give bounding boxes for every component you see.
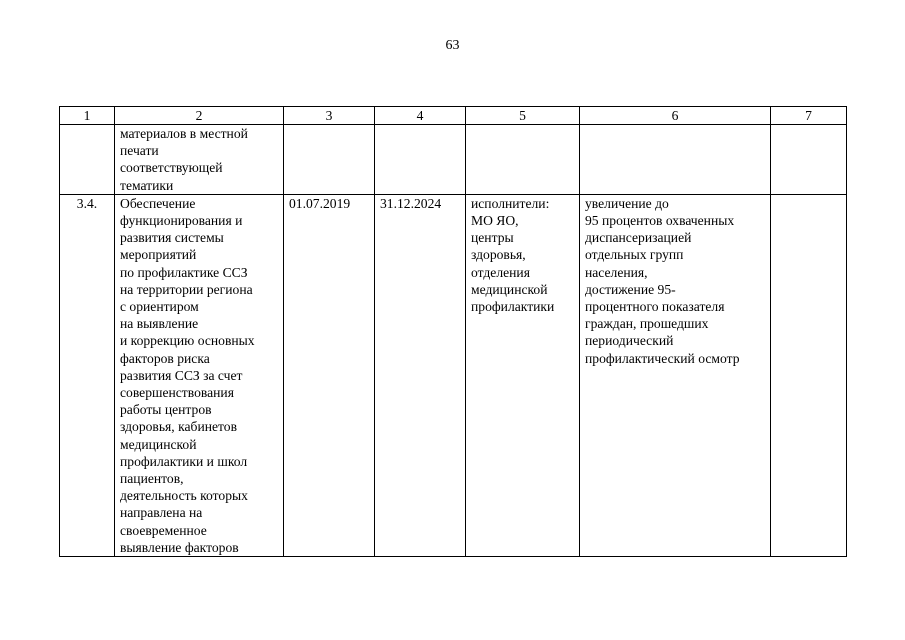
text-line: тематики — [120, 177, 174, 193]
text-line: медицинской — [471, 281, 548, 297]
text-line: работы центров — [120, 402, 212, 418]
measure-description-cell — [115, 125, 284, 195]
text-line: мероприятий — [120, 247, 197, 263]
text-line: с ориентиром — [120, 299, 199, 315]
text-line: материалов в местной — [120, 126, 248, 141]
text-line: пациентов, — [120, 471, 184, 487]
text-line: печати — [120, 143, 159, 159]
text-line: населения, — [585, 264, 648, 280]
text-line: увеличение до — [585, 195, 669, 211]
text-line: исполнители: — [471, 195, 550, 211]
column-header-3: 3 — [284, 107, 375, 125]
text-line: здоровья, кабинетов — [120, 419, 238, 435]
text-line: на выявление — [120, 316, 199, 332]
text-line: отделения — [471, 264, 530, 280]
text-line: развития ССЗ за счет — [120, 367, 243, 383]
text-line: направлена на — [120, 505, 203, 521]
text-line: достижение 95- — [585, 281, 676, 297]
text-line: и коррекцию основных — [120, 333, 255, 349]
text-line: медицинской — [120, 436, 197, 452]
text-line: периодический — [585, 333, 674, 349]
text-line: диспансеризацией — [585, 230, 692, 246]
start-date-cell: 01.07.2019 — [284, 194, 375, 556]
text-line: 95 процентов охваченных — [585, 213, 735, 229]
column-header-5: 5 — [466, 107, 580, 125]
page-number: 63 — [445, 38, 460, 53]
result-cell — [580, 125, 771, 195]
text-line: совершенствования — [120, 385, 234, 401]
text-line: Обеспечение — [120, 195, 196, 211]
text-line: функционирования и — [120, 213, 243, 229]
text-line: процентного показателя — [585, 299, 725, 315]
end-date-cell — [375, 125, 466, 195]
text-line: центры — [471, 230, 514, 246]
column-7-cell — [771, 125, 847, 195]
measure-description-cell — [115, 194, 284, 556]
executors-cell — [466, 194, 580, 556]
table-row — [60, 125, 847, 195]
text-line: МО ЯО, — [471, 213, 519, 229]
column-header-7: 7 — [771, 107, 847, 125]
table-row — [60, 194, 847, 556]
text-line: профилактики — [471, 299, 555, 315]
text-line: отдельных групп — [585, 247, 684, 263]
row-number-cell: 3.4. — [60, 194, 115, 556]
column-header-1: 1 — [60, 107, 115, 125]
column-header-6: 6 — [580, 107, 771, 125]
text-line: факторов риска — [120, 350, 210, 366]
end-date-cell: 31.12.2024 — [375, 194, 466, 556]
start-date-cell — [284, 125, 375, 195]
text-line: развития системы — [120, 230, 224, 246]
text-line: на территории региона — [120, 281, 253, 297]
text-line: по профилактике ССЗ — [120, 264, 248, 280]
column-header-2: 2 — [115, 107, 284, 125]
text-line: профилактический осмотр — [585, 350, 740, 366]
text-line: профилактики и школ — [120, 453, 248, 469]
text-line: деятельность которых — [120, 488, 248, 504]
executors-cell — [466, 125, 580, 195]
measures-table — [59, 106, 847, 557]
row-number-cell — [60, 125, 115, 195]
text-line: выявление факторов — [120, 539, 239, 555]
header-row — [60, 107, 847, 125]
text-line: соответствующей — [120, 160, 223, 176]
column-header-4: 4 — [375, 107, 466, 125]
result-cell — [580, 194, 771, 556]
column-7-cell — [771, 194, 847, 556]
text-line: граждан, прошедших — [585, 316, 709, 332]
text-line: своевременное — [120, 522, 207, 538]
text-line: здоровья, — [471, 247, 526, 263]
